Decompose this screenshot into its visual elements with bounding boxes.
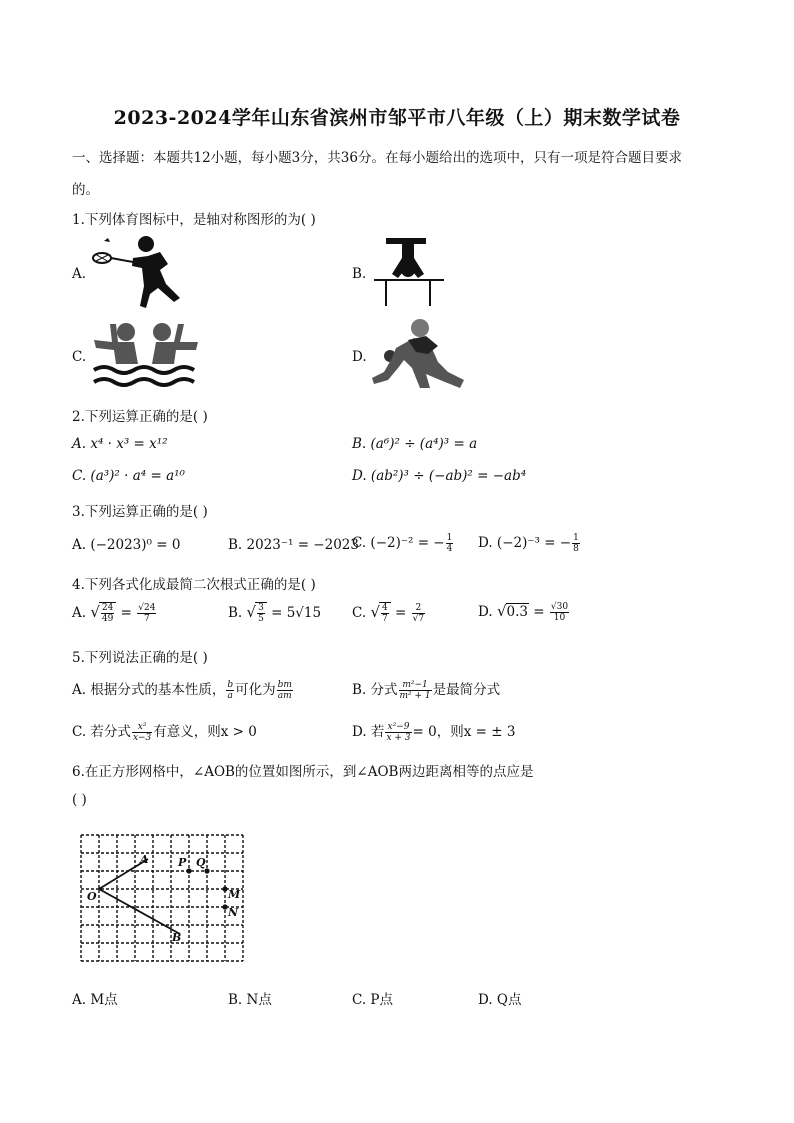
label-n: N — [228, 906, 239, 919]
label-p: P — [178, 856, 187, 869]
q4-b-result: 5√15 — [286, 605, 322, 621]
point-m — [222, 886, 227, 891]
q5-option-a[interactable] — [72, 678, 294, 701]
q1-option-b-label[interactable]: B. — [352, 266, 367, 282]
question-4-stem: 4.下列各式化成最简二次根式正确的是( ) — [72, 577, 316, 593]
q3-d-text: D. (−2)⁻³ = − — [478, 535, 572, 551]
q5-b-post: 是最简分式 — [432, 682, 501, 698]
angle-grid-figure — [78, 832, 248, 964]
q3-d-fraction: $\frac{1}{8}$ — [573, 533, 579, 554]
label-m: M — [228, 888, 241, 901]
q5-c-post: 有意义，则x > 0 — [153, 724, 257, 740]
q4-b-frac: $\frac{3}{5}$ — [258, 603, 264, 624]
q5-option-b[interactable] — [352, 678, 500, 701]
gymnastics-icon — [368, 234, 448, 310]
question-2-stem: 2.下列运算正确的是( ) — [72, 409, 208, 425]
section-heading: 一、选择题：本题共12小题，每小题3分，共36分。在每小题给出的选项中，只有一项是符合题目要求 — [72, 150, 682, 166]
q2-option-b[interactable]: B. (a⁶)² ÷ (a⁴)³ = a — [352, 436, 478, 452]
q5-a-text: A. 根据分式的基本性质， — [72, 682, 226, 698]
q5-d-frac: $\frac{\text{x²−9}}{x + 3}$ — [386, 722, 411, 743]
question-6-stem: 6.在正方形网格中，∠AOB的位置如图所示，到∠AOB两边距离相等的点应是 — [72, 764, 534, 780]
q4-option-d[interactable]: D. √0.3 = $\frac{√30}{10}$ — [478, 602, 569, 623]
q4-c-label: C. — [352, 605, 367, 621]
badminton-icon — [88, 234, 188, 310]
q2-option-c[interactable]: C. (a³)² · a⁴ = a¹⁰ — [72, 468, 185, 484]
q3-option-b[interactable]: B. 2023⁻¹ = −2023 — [228, 537, 359, 553]
q5-c-frac: $\frac{\text{x²}}{x-3}$ — [132, 722, 152, 743]
q3-c-fraction: $\frac{1}{4}$ — [446, 533, 453, 554]
label-o: O — [87, 890, 97, 903]
q4-option-a[interactable]: A. √ $\frac{24}{49}$ = $\frac{√24}{7}$ — [72, 603, 156, 624]
q2-option-d[interactable]: D. (ab²)³ ÷ (−ab)² = −ab⁴ — [352, 468, 527, 484]
q4-a-label: A. — [72, 605, 87, 621]
point-q — [204, 868, 209, 873]
q5-d-text: D. 若 — [352, 724, 385, 740]
q4-a-frac1: $\frac{24}{49}$ — [101, 603, 114, 624]
q1-option-a-label[interactable]: A. — [72, 266, 87, 282]
q5-a-frac2: $\frac{bm}{am}$ — [277, 680, 292, 701]
question-1-stem: 1.下列体育图标中，是轴对称图形的为( ) — [72, 212, 316, 228]
q6-option-a[interactable]: A. M点 — [72, 992, 118, 1008]
q2-option-a[interactable]: A. x⁴ · x³ = x¹² — [72, 436, 168, 452]
q5-b-text: B. 分式 — [352, 682, 398, 698]
wrestling-icon — [368, 318, 468, 392]
question-3-stem: 3.下列运算正确的是( ) — [72, 504, 208, 520]
q4-c-frac2: $\frac{2}{√7}$ — [412, 603, 425, 624]
q5-a-mid: 可化为 — [235, 682, 276, 698]
q5-d-post: = 0，则x = ± 3 — [412, 724, 516, 740]
water-polo-icon — [90, 320, 202, 390]
grid-lines — [81, 835, 243, 961]
q6-option-c[interactable]: C. P点 — [352, 992, 394, 1008]
label-a: A — [140, 853, 149, 866]
q3-option-c[interactable] — [352, 533, 454, 554]
point-n — [222, 904, 227, 909]
q3-c-text: C. (−2)⁻² = − — [352, 535, 445, 551]
question-5-stem: 5.下列说法正确的是( ) — [72, 650, 208, 666]
q4-d-radicand: 0.3 — [506, 604, 528, 620]
q3-option-a[interactable]: A. (−2023)⁰ = 0 — [72, 537, 181, 553]
q1-option-d-label[interactable]: D. — [352, 349, 367, 365]
page-title: 2023-2024学年山东省滨州市邹平市八年级（上）期末数学试卷 — [113, 107, 681, 129]
q6-option-d[interactable]: D. Q点 — [478, 992, 522, 1008]
q4-d-frac: $\frac{√30}{10}$ — [550, 602, 569, 623]
section-heading-cont: 的。 — [72, 182, 99, 198]
q6-option-b[interactable]: B. N点 — [228, 992, 272, 1008]
label-b: B — [172, 931, 182, 944]
question-6-paren: ( ) — [72, 792, 87, 808]
q4-option-b[interactable]: B. √ $\frac{3}{5}$ = 5√15 — [228, 603, 322, 624]
q5-b-frac: $\frac{\text{m²−1}}{\text{m² + 1}}$ — [399, 680, 431, 701]
q4-a-frac2: $\frac{√24}{7}$ — [138, 603, 156, 624]
q4-c-frac1: $\frac{4}{7}$ — [382, 603, 388, 624]
q3-option-d[interactable] — [478, 533, 581, 554]
q4-b-label: B. — [228, 605, 243, 621]
ray-ob — [99, 889, 180, 934]
q5-a-frac1: $\frac{b}{a}$ — [227, 680, 234, 701]
q5-option-c[interactable] — [72, 720, 257, 743]
label-q: Q — [196, 856, 206, 869]
q4-option-c[interactable]: C. √ $\frac{4}{7}$ = $\frac{2}{√7}$ — [352, 603, 425, 624]
q5-c-text: C. 若分式 — [72, 724, 131, 740]
point-p — [186, 868, 191, 873]
q5-option-d[interactable] — [352, 720, 515, 743]
q1-option-c-label[interactable]: C. — [72, 349, 87, 365]
q4-d-label: D. — [478, 604, 493, 620]
